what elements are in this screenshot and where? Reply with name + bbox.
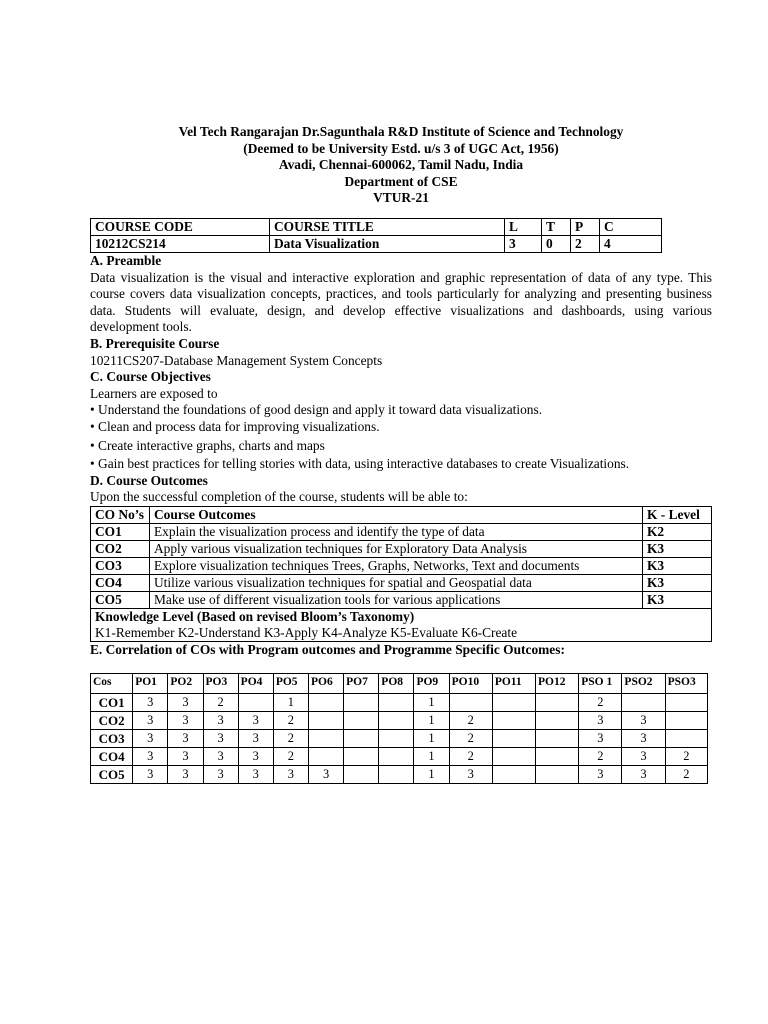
correlation-cell: 3 bbox=[203, 730, 238, 748]
department-name: Department of CSE bbox=[344, 173, 458, 189]
outcomes-intro: Upon the successful completion of the course, students will be able to: bbox=[90, 489, 468, 505]
correlation-cell: 3 bbox=[168, 730, 203, 748]
k-level: K3 bbox=[643, 574, 712, 591]
correlation-cell: 2 bbox=[449, 748, 492, 766]
practical-value: 2 bbox=[571, 235, 600, 252]
correlation-cell bbox=[665, 730, 707, 748]
correlation-row-label: CO2 bbox=[91, 712, 133, 730]
deemed-status: (Deemed to be University Estd. u/s 3 of UGC Act, 1956) bbox=[243, 140, 559, 156]
lecture-value: 3 bbox=[505, 235, 542, 252]
correlation-cell: 3 bbox=[168, 712, 203, 730]
correlation-cell bbox=[492, 694, 535, 712]
correlation-cell bbox=[492, 730, 535, 748]
objectives-intro: Learners are exposed to bbox=[90, 385, 218, 401]
correlation-cell bbox=[308, 694, 343, 712]
correlation-cell bbox=[308, 730, 343, 748]
correlation-cell bbox=[536, 694, 579, 712]
correlation-cell: 3 bbox=[168, 748, 203, 766]
correlation-cell bbox=[536, 748, 579, 766]
preamble-heading: A. Preamble bbox=[90, 252, 162, 268]
outcome-row bbox=[91, 523, 712, 540]
course-info-value-row bbox=[91, 235, 662, 252]
regulation-code: VTUR-21 bbox=[373, 190, 429, 206]
objective-item: • Clean and process data for improving visualizations. bbox=[90, 418, 380, 434]
outcome-row bbox=[91, 574, 712, 591]
outcomes-heading: D. Course Outcomes bbox=[90, 472, 208, 488]
k-level: K3 bbox=[643, 591, 712, 608]
correlation-cell: 2 bbox=[449, 712, 492, 730]
correlation-cell: 3 bbox=[168, 766, 203, 784]
knowledge-level-text: K1-Remember K2-Understand K3-Apply K4-Analyze K5-Evaluate K6-Create bbox=[95, 624, 518, 640]
correlation-cell: 3 bbox=[133, 712, 168, 730]
correlation-cell: 3 bbox=[238, 748, 273, 766]
course-title-header: COURSE TITLE bbox=[270, 218, 505, 235]
correlation-header-cell: PO12 bbox=[536, 674, 579, 694]
knowledge-level-cell bbox=[91, 608, 712, 641]
correlation-header-cell: PSO 1 bbox=[579, 674, 622, 694]
correlation-row-label: CO4 bbox=[91, 748, 133, 766]
correlation-cell: 2 bbox=[449, 730, 492, 748]
correlation-cell bbox=[665, 712, 707, 730]
correlation-cell: 1 bbox=[414, 694, 449, 712]
course-outcomes-header: Course Outcomes bbox=[150, 506, 643, 523]
correlation-header-cell: PO10 bbox=[449, 674, 492, 694]
correlation-cell: 3 bbox=[203, 712, 238, 730]
tutorial-value: 0 bbox=[542, 235, 571, 252]
correlation-cell: 1 bbox=[414, 748, 449, 766]
course-title-value: Data Visualization bbox=[270, 235, 505, 252]
outcome-text: Explain the visualization process and identify the type of data bbox=[150, 523, 643, 540]
correlation-cell bbox=[238, 694, 273, 712]
knowledge-level-row bbox=[91, 608, 712, 641]
correlation-header-cell: PO3 bbox=[203, 674, 238, 694]
correlation-cell: 2 bbox=[203, 694, 238, 712]
credits-header: C bbox=[600, 218, 662, 235]
correlation-cell bbox=[492, 748, 535, 766]
correlation-cell bbox=[344, 712, 379, 730]
co-number: CO4 bbox=[91, 574, 150, 591]
correlation-header-cell: PO7 bbox=[344, 674, 379, 694]
syllabus-page bbox=[90, 124, 712, 784]
correlation-cell bbox=[536, 712, 579, 730]
co-number: CO1 bbox=[91, 523, 150, 540]
correlation-cell: 3 bbox=[203, 766, 238, 784]
correlation-cell: 3 bbox=[238, 730, 273, 748]
outcome-text: Explore visualization techniques Trees, Graphs, Networks, Text and documents bbox=[150, 557, 643, 574]
correlation-row-label: CO5 bbox=[91, 766, 133, 784]
correlation-cell bbox=[308, 712, 343, 730]
course-code-value: 10212CS214 bbox=[91, 235, 270, 252]
preamble-text: Data visualization is the visual and interactive exploration and graphic representation of data of any type. This course covers data visualization concepts, practices, and tools particularly for analyzing and presenting business data. Students will evaluate, design, and develop effective visualizations and dashboards, using various development tools. bbox=[90, 269, 712, 335]
objective-item: • Create interactive graphs, charts and maps bbox=[90, 437, 325, 453]
credits-value: 4 bbox=[600, 235, 662, 252]
prerequisite-heading: B. Prerequisite Course bbox=[90, 335, 220, 351]
co-number: CO5 bbox=[91, 591, 150, 608]
course-info-header-row bbox=[91, 218, 662, 235]
outcome-text: Apply various visualization techniques for Exploratory Data Analysis bbox=[150, 540, 643, 557]
k-level: K3 bbox=[643, 540, 712, 557]
objectives-heading: C. Course Objectives bbox=[90, 369, 211, 385]
correlation-cell bbox=[536, 766, 579, 784]
correlation-cell: 3 bbox=[308, 766, 343, 784]
correlation-cell: 2 bbox=[665, 748, 707, 766]
correlation-table bbox=[90, 673, 708, 784]
correlation-row bbox=[91, 712, 708, 730]
correlation-cell bbox=[379, 730, 414, 748]
correlation-cell bbox=[536, 730, 579, 748]
co-number: CO3 bbox=[91, 557, 150, 574]
objective-item: • Gain best practices for telling stories with data, using interactive databases to create Visualizations. bbox=[90, 456, 630, 472]
correlation-row-label: CO3 bbox=[91, 730, 133, 748]
course-code-header: COURSE CODE bbox=[91, 218, 270, 235]
correlation-cell bbox=[344, 766, 379, 784]
correlation-cell bbox=[665, 694, 707, 712]
objective-item: • Understand the foundations of good design and apply it toward data visualizations. bbox=[90, 402, 543, 418]
correlation-header-cell: PO8 bbox=[379, 674, 414, 694]
correlation-cell: 3 bbox=[273, 766, 308, 784]
correlation-header-cell: PO4 bbox=[238, 674, 273, 694]
correlation-header-cell: PSO2 bbox=[622, 674, 665, 694]
outcome-row bbox=[91, 591, 712, 608]
correlation-cell: 3 bbox=[238, 766, 273, 784]
correlation-cell bbox=[492, 712, 535, 730]
tutorial-header: T bbox=[542, 218, 571, 235]
correlation-cell: 2 bbox=[579, 748, 622, 766]
correlation-header-row bbox=[91, 674, 708, 694]
correlation-cell bbox=[492, 766, 535, 784]
correlation-cell bbox=[449, 694, 492, 712]
k-level: K3 bbox=[643, 557, 712, 574]
correlation-cell: 1 bbox=[414, 766, 449, 784]
practical-header: P bbox=[571, 218, 600, 235]
correlation-row bbox=[91, 748, 708, 766]
correlation-header-cell: PSO3 bbox=[665, 674, 707, 694]
outcome-row bbox=[91, 540, 712, 557]
correlation-cell: 3 bbox=[622, 748, 665, 766]
correlation-header-cell: PO5 bbox=[273, 674, 308, 694]
correlation-cell: 2 bbox=[273, 712, 308, 730]
correlation-row bbox=[91, 694, 708, 712]
outcome-row bbox=[91, 557, 712, 574]
document-header bbox=[90, 124, 712, 207]
correlation-cell: 3 bbox=[133, 694, 168, 712]
correlation-cell: 3 bbox=[238, 712, 273, 730]
k-level-header: K - Level bbox=[643, 506, 712, 523]
correlation-row bbox=[91, 730, 708, 748]
correlation-cell: 3 bbox=[203, 748, 238, 766]
correlation-cell: 3 bbox=[449, 766, 492, 784]
k-level: K2 bbox=[643, 523, 712, 540]
correlation-cell bbox=[344, 694, 379, 712]
outcomes-header-row bbox=[91, 506, 712, 523]
correlation-row bbox=[91, 766, 708, 784]
correlation-cell bbox=[379, 766, 414, 784]
correlation-cell bbox=[308, 748, 343, 766]
correlation-heading: E. Correlation of COs with Program outcomes and Programme Specific Outcomes: bbox=[90, 641, 565, 657]
correlation-cell: 3 bbox=[579, 766, 622, 784]
correlation-cell: 1 bbox=[273, 694, 308, 712]
correlation-cell: 3 bbox=[133, 766, 168, 784]
outcome-text: Make use of different visualization tools for various applications bbox=[150, 591, 643, 608]
outcome-text: Utilize various visualization techniques for spatial and Geospatial data bbox=[150, 574, 643, 591]
correlation-cell: 2 bbox=[273, 748, 308, 766]
course-outcomes-table bbox=[90, 506, 712, 642]
course-info-table bbox=[90, 218, 662, 253]
co-number: CO2 bbox=[91, 540, 150, 557]
correlation-header-cell: PO6 bbox=[308, 674, 343, 694]
co-number-header: CO No’s bbox=[91, 506, 150, 523]
correlation-header-cell: PO1 bbox=[133, 674, 168, 694]
correlation-cell: 3 bbox=[133, 730, 168, 748]
correlation-header-cell: Cos bbox=[91, 674, 133, 694]
correlation-cell: 2 bbox=[579, 694, 622, 712]
correlation-cell: 3 bbox=[579, 730, 622, 748]
correlation-cell: 3 bbox=[133, 748, 168, 766]
correlation-row-label: CO1 bbox=[91, 694, 133, 712]
prerequisite-text: 10211CS207-Database Management System Concepts bbox=[90, 352, 383, 368]
correlation-cell: 3 bbox=[622, 712, 665, 730]
correlation-cell bbox=[379, 748, 414, 766]
correlation-cell bbox=[622, 694, 665, 712]
correlation-header-cell: PO11 bbox=[492, 674, 535, 694]
correlation-cell: 2 bbox=[665, 766, 707, 784]
knowledge-level-title: Knowledge Level (Based on revised Bloom’s Taxonomy) bbox=[95, 608, 415, 624]
correlation-cell bbox=[379, 712, 414, 730]
correlation-cell: 3 bbox=[579, 712, 622, 730]
correlation-cell: 2 bbox=[273, 730, 308, 748]
correlation-cell: 1 bbox=[414, 712, 449, 730]
correlation-cell: 3 bbox=[622, 766, 665, 784]
correlation-cell: 3 bbox=[622, 730, 665, 748]
correlation-cell bbox=[379, 694, 414, 712]
institute-address: Avadi, Chennai-600062, Tamil Nadu, India bbox=[278, 157, 524, 173]
correlation-cell bbox=[344, 748, 379, 766]
institute-name: Vel Tech Rangarajan Dr.Sagunthala R&D Institute of Science and Technology bbox=[178, 124, 624, 139]
lecture-header: L bbox=[505, 218, 542, 235]
correlation-header-cell: PO9 bbox=[414, 674, 449, 694]
correlation-cell bbox=[344, 730, 379, 748]
correlation-cell: 1 bbox=[414, 730, 449, 748]
correlation-header-cell: PO2 bbox=[168, 674, 203, 694]
correlation-cell: 3 bbox=[168, 694, 203, 712]
